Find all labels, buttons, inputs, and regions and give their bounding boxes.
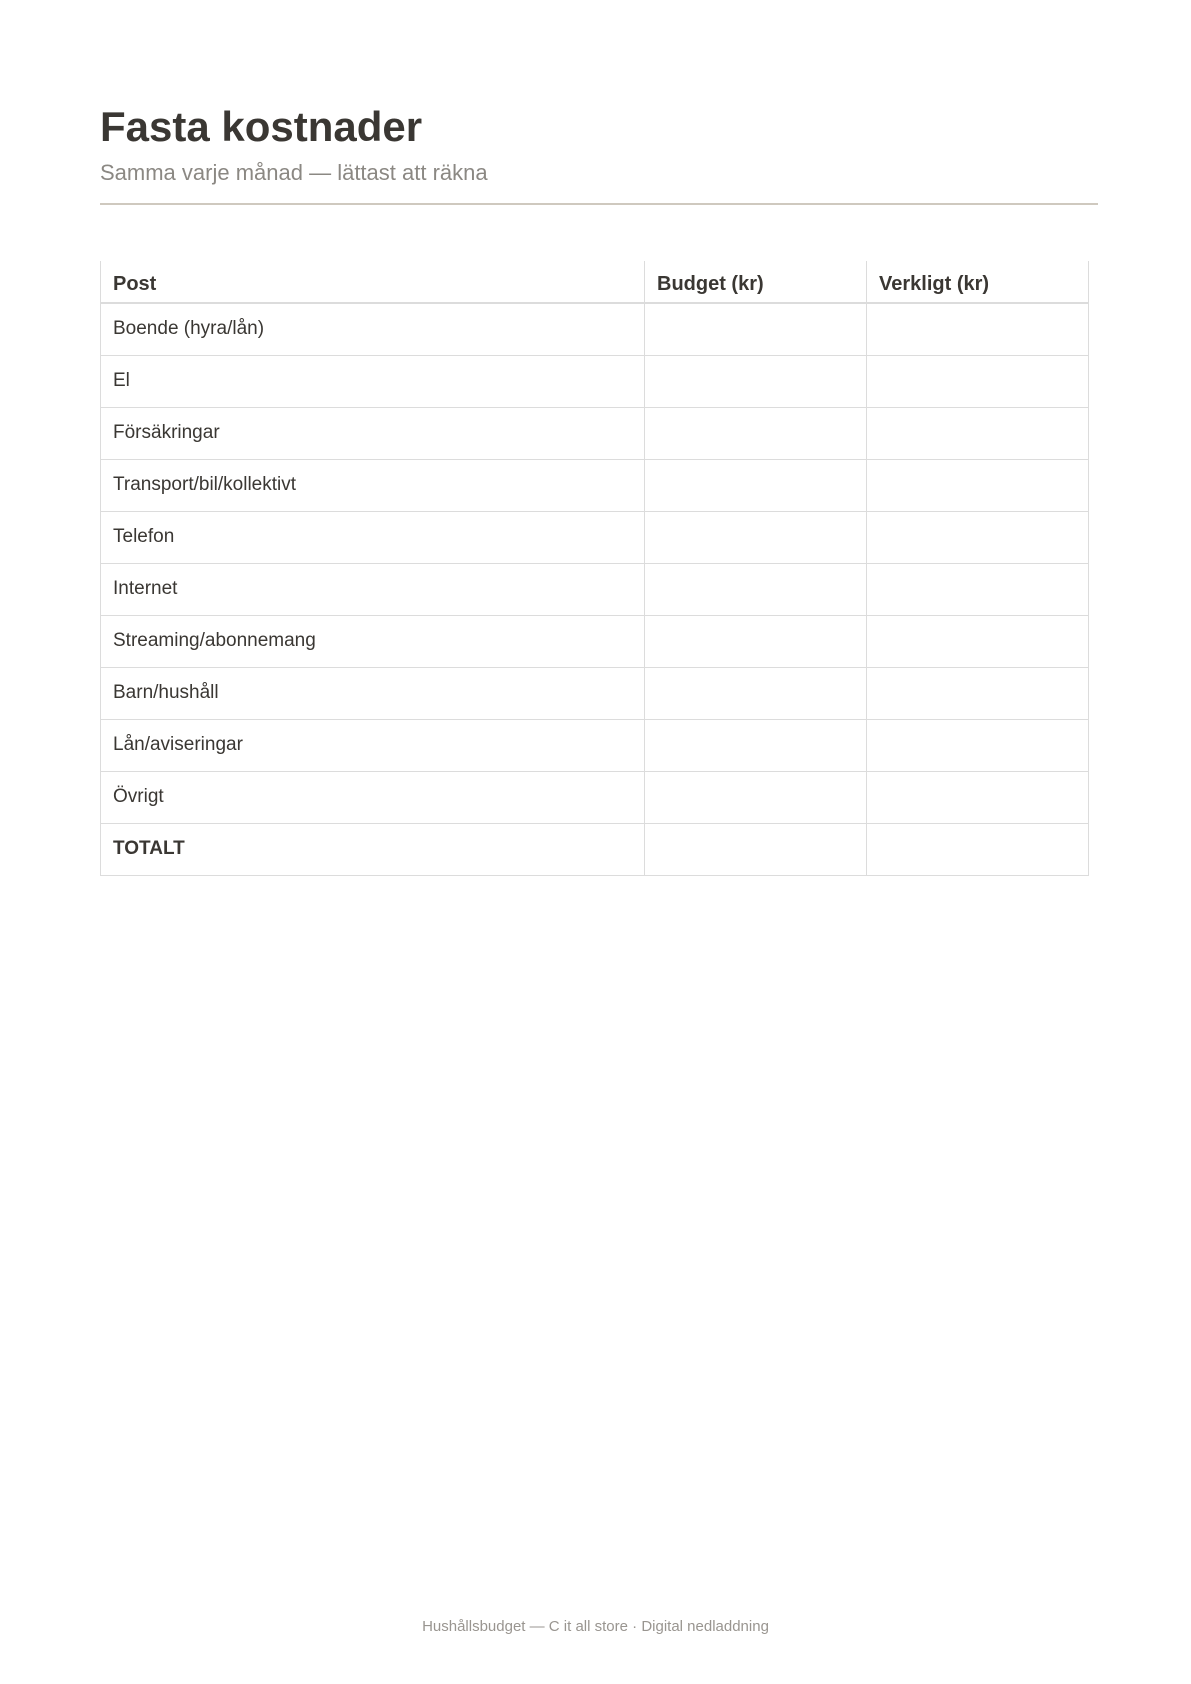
table-row: [101, 355, 1089, 407]
table-row: [101, 563, 1089, 615]
row-label: Internet: [101, 563, 645, 615]
row-label: Telefon: [101, 511, 645, 563]
table-row: [101, 719, 1089, 771]
table-header-row: [101, 261, 1089, 303]
row-label: Streaming/abonnemang: [101, 615, 645, 667]
budget-cell[interactable]: [645, 615, 867, 667]
table-row: [101, 407, 1089, 459]
actual-cell[interactable]: [867, 563, 1089, 615]
row-label: El: [101, 355, 645, 407]
column-header-budget: Budget (kr): [645, 261, 867, 303]
actual-cell[interactable]: [867, 459, 1089, 511]
actual-cell[interactable]: [867, 303, 1089, 355]
actual-cell[interactable]: [867, 511, 1089, 563]
column-header-actual: Verkligt (kr): [867, 261, 1089, 303]
row-label: Försäkringar: [101, 407, 645, 459]
budget-cell[interactable]: [645, 303, 867, 355]
total-actual-cell[interactable]: [867, 823, 1089, 875]
row-label: Övrigt: [101, 771, 645, 823]
budget-cell[interactable]: [645, 563, 867, 615]
total-budget-cell[interactable]: [645, 823, 867, 875]
budget-cell[interactable]: [645, 511, 867, 563]
page-title: Fasta kostnader: [100, 103, 423, 150]
budget-cell[interactable]: [645, 355, 867, 407]
total-label: TOTALT: [101, 823, 645, 875]
page-footer: Hushållsbudget — C it all store · Digital nedladdning: [422, 1618, 769, 1635]
budget-cell[interactable]: [645, 667, 867, 719]
table-row: [101, 511, 1089, 563]
budget-cell[interactable]: [645, 719, 867, 771]
row-label: Boende (hyra/lån): [101, 303, 645, 355]
table-row: [101, 667, 1089, 719]
actual-cell[interactable]: [867, 615, 1089, 667]
actual-cell[interactable]: [867, 667, 1089, 719]
page-subtitle: Samma varje månad — lättast att räkna: [100, 160, 488, 185]
fixed-costs-table: [100, 261, 1089, 876]
actual-cell[interactable]: [867, 407, 1089, 459]
table-row: [101, 615, 1089, 667]
budget-cell[interactable]: [645, 771, 867, 823]
table-row: [101, 771, 1089, 823]
actual-cell[interactable]: [867, 771, 1089, 823]
row-label: Transport/bil/kollektivt: [101, 459, 645, 511]
row-label: Barn/hushåll: [101, 667, 645, 719]
row-label: Lån/aviseringar: [101, 719, 645, 771]
actual-cell[interactable]: [867, 355, 1089, 407]
table-row: [101, 303, 1089, 355]
total-row: [101, 823, 1089, 875]
header-divider: [100, 203, 1098, 205]
actual-cell[interactable]: [867, 719, 1089, 771]
budget-cell[interactable]: [645, 459, 867, 511]
budget-cell[interactable]: [645, 407, 867, 459]
column-header-post: Post: [101, 261, 645, 303]
document-page: [100, 0, 1098, 1684]
table-row: [101, 459, 1089, 511]
